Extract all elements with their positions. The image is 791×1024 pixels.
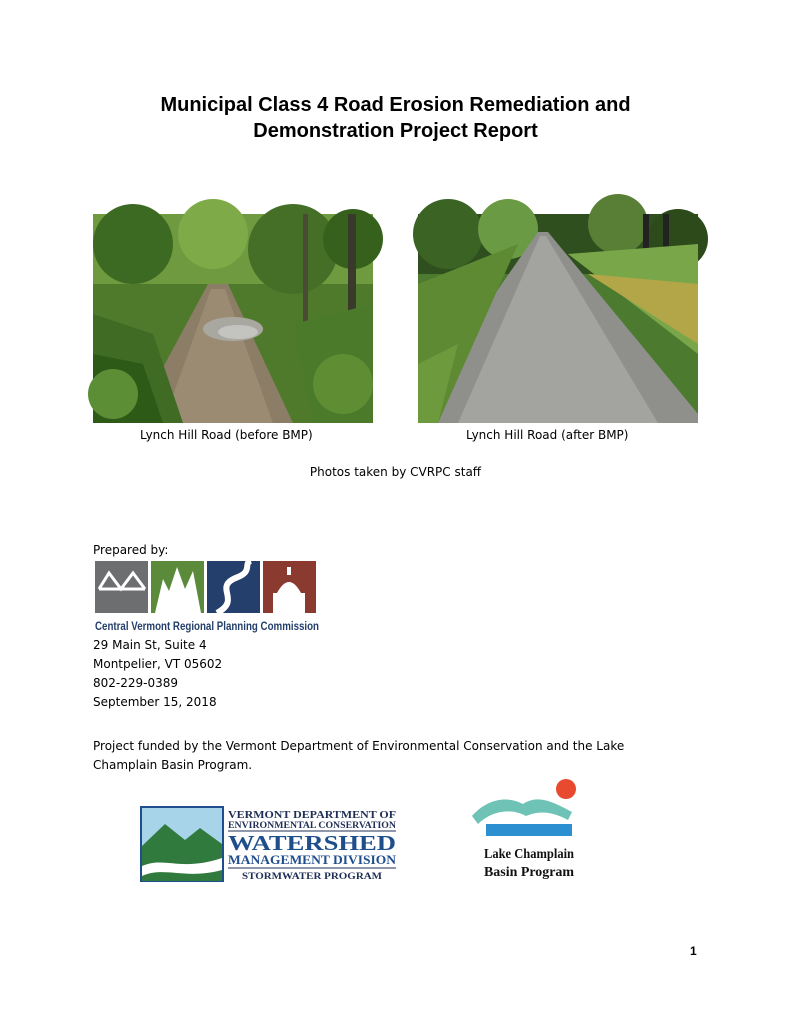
vt-logo-line-4: MANAGEMENT DIVISION bbox=[228, 852, 397, 867]
vt-logo-line-1: VERMONT DEPARTMENT OF bbox=[228, 809, 397, 821]
photo-after-bmp bbox=[418, 214, 698, 423]
cvrpc-logo bbox=[93, 559, 323, 634]
document-title bbox=[0, 92, 791, 144]
address-line-1: 29 Main St, Suite 4 bbox=[93, 638, 207, 652]
address-line-2: Montpelier, VT 05602 bbox=[93, 657, 223, 671]
prepared-by-label: Prepared by: bbox=[93, 543, 169, 557]
cvrpc-logo-text: Central Vermont Regional Planning Commission bbox=[95, 619, 319, 633]
vt-logo-line-5: STORMWATER PROGRAM bbox=[242, 871, 383, 881]
funding-statement bbox=[93, 737, 703, 775]
lcbp-logo-line-2: Basin Program bbox=[484, 865, 575, 880]
lcbp-logo bbox=[468, 776, 588, 882]
title-line-1: Municipal Class 4 Road Erosion Remediation and bbox=[160, 94, 631, 116]
photo-before-bmp bbox=[93, 214, 373, 423]
vt-logo-line-3: WATERSHED bbox=[228, 831, 396, 855]
vt-logo-line-2: ENVIRONMENTAL CONSERVATION bbox=[228, 820, 397, 830]
funding-line-2: Champlain Basin Program. bbox=[93, 758, 253, 772]
funding-line-1: Project funded by the Vermont Department of Environmental Conservation and the Lake bbox=[93, 739, 625, 753]
caption-before: Lynch Hill Road (before BMP) bbox=[140, 428, 313, 442]
vt-dec-watershed-logo bbox=[140, 806, 400, 882]
page-number: 1 bbox=[690, 944, 697, 958]
address-block bbox=[93, 636, 222, 712]
title-line-2: Demonstration Project Report bbox=[253, 120, 538, 142]
photo-credit: Photos taken by CVRPC staff bbox=[309, 465, 482, 479]
phone: 802-229-0389 bbox=[93, 676, 179, 690]
caption-after: Lynch Hill Road (after BMP) bbox=[466, 428, 629, 442]
lcbp-logo-line-1: Lake Champlain bbox=[484, 847, 575, 862]
report-date: September 15, 2018 bbox=[93, 695, 217, 709]
